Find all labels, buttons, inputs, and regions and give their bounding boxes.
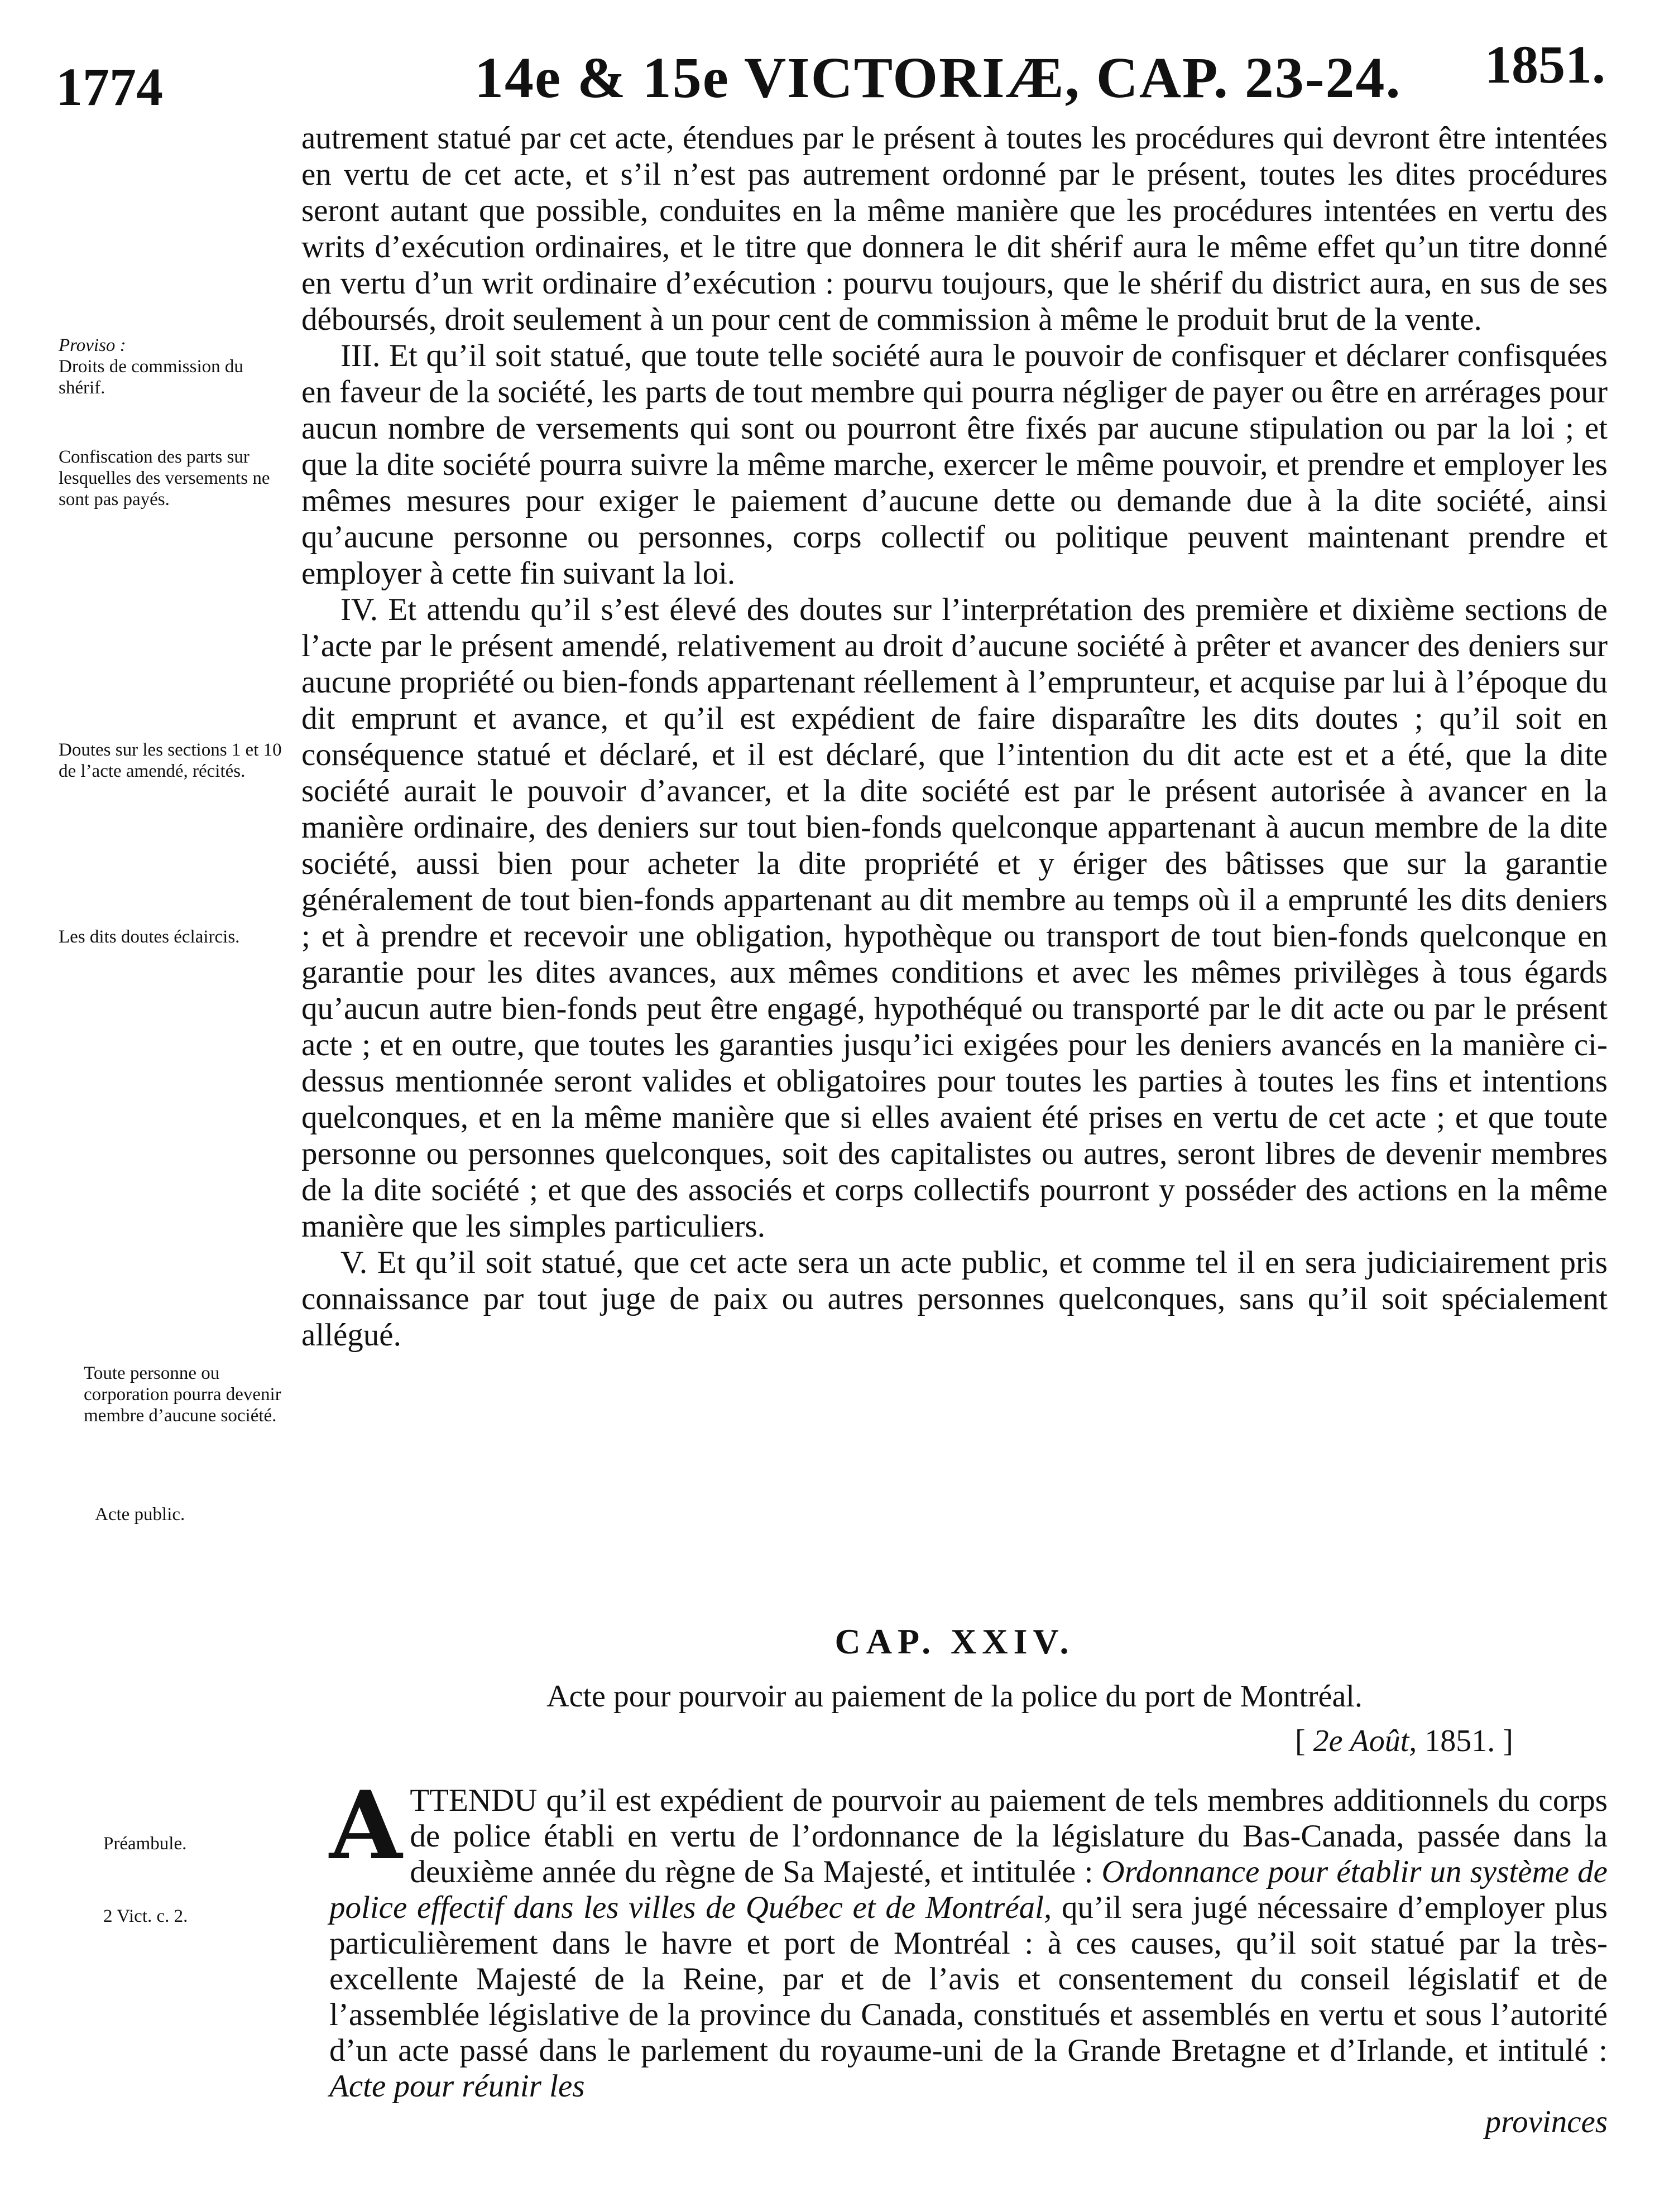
paragraph-section-5: V. Et qu’il soit statué, que cet acte sera un acte public, et comme tel il en sera judiciairement pris connaissance par tout juge de paix ou autres personnes quelconques, sans qu’il soit spécialement allégué.: [301, 1245, 1608, 1353]
header-title: 14e & 15e VICTORIÆ, CAP. 23-24.: [474, 46, 1402, 110]
paragraph-section-4: IV. Et attendu qu’il s’est élevé des doutes sur l’interprétation des première et dixième sections de l’acte par le présent amendé, relativement au droit d’aucune société à prêter et avancer des deniers sur aucune propriété ou bien-fonds appartenant réellement à l’emprunteur, et acquise par lui à l’époque du dit emprunt et avance, et qu’il est expédient de faire disparaître les dits doutes ; qu’il soit en conséquence statué et déclaré, et il est déclaré, que l’intention du dit acte est et a été, que la dite société aurait le pouvoir d’avancer, et la dite société est par le présent autorisée à avancer en la manière ordinaire, des deniers sur tout bien-fonds quelconque appartenant à aucun membre de la dite société, aussi bien pour acheter la dite propriété et y ériger des bâtisses que sur la garantie généralement de tout bien-fonds appartenant au dit membre au temps où il a emprunté les dits deniers ; et à prendre et recevoir une obligation, hypothèque ou transport de tout bien-fonds quelconque en garantie pour les dites avances, aux mêmes conditions et avec les mêmes privilèges à tous égards qu’aucun autre bien-fonds peut être engagé, hypothéqué ou transporté par le dit acte ou par le présent acte ; et en outre, que toutes les garanties jusqu’ici exigées pour les deniers avancés en la manière ci-dessus mentionnée seront valides et obligatoires pour toutes les parties à toutes les fins et intentions quelconques, et en la même manière que si elles avaient été prises en vertu de cet acte ; et que toute personne ou personnes quelconques, soit des capitalistes ou autres, seront libres de devenir membres de la dite société ; et que des associés et corps collectifs pourront y posséder des actions en la même manière que les simples particuliers.: [301, 592, 1608, 1244]
margin-note-doutes-eclaircis: Les dits doutes éclaircis.: [59, 927, 240, 947]
date-bracket-open: [: [1295, 1724, 1313, 1758]
margin-note-toute-personne: Toute personne ou corporation pourra devenir membre d’aucune société.: [84, 1363, 281, 1426]
margin-note-proviso: [59, 335, 282, 398]
margin-note-acte-public: Acte public.: [95, 1504, 185, 1525]
margin-note-2-vict: 2 Vict. c. 2.: [103, 1906, 188, 1926]
running-header: [0, 33, 1674, 117]
preamble-paragraph: [329, 1770, 1608, 2140]
paragraph-continuation: autrement statué par cet acte, étendues par le présent à toutes les procédures qui devront être intentées en vertu de cet acte, et s’il n’est pas autrement ordonné par le présent, toutes les dites procédures seront autant que possible, conduites en la même manière que les procédures intentées en vertu des writs d’exécution ordinaires, et le titre que donnera le dit shérif aura le même effet qu’un titre donné en vertu d’un writ ordinaire d’exécution : pourvu toujours, que le shérif du district aura, en sus de ses déboursés, droit seulement à un pour cent de commission à même le produit brut de la vente.: [301, 121, 1608, 337]
chapter-heading: CAP. XXIV.: [834, 1622, 1075, 1661]
catchword: provinces: [1485, 2104, 1608, 2139]
preamble-act-title: Acte pour réunir les: [329, 2069, 585, 2104]
date-year: 1851. ]: [1417, 1724, 1513, 1758]
margin-note-doutes: Doutes sur les sections 1 et 10 de l’acte amendé, récités.: [59, 740, 282, 781]
preamble-text-a: TTENDU qu’il est expédient de pourvoir au paiement de tels membres additionnels du corps de police établi en vertu de l’ordonnance de la législature du Bas-Canada, passée dans la deuxième année du règne de Sa Majesté, et intitulée :: [410, 1783, 1608, 1889]
preamble-ordinance-title: Ordonnance pour établir un système de police effectif dans les villes de Québec et de Montréal,: [329, 1854, 1608, 1925]
paragraph-section-3: III. Et qu’il soit statué, que toute telle société aura le pouvoir de confisquer et déclarer confisquées en faveur de la société, les parts de tout membre qui pourra négliger de payer ou être en arrérages pour aucun nombre de versements qui sont ou pourront être fixés par aucune stipulation ou par la loi ; et que la dite société pourra suivre la même marche, exercer le même pouvoir, et prendre et employer les mêmes mesures pour exiger le paiement d’aucune dette ou demande due à la dite société, ainsi qu’aucune personne ou personnes, corps collectif ou politique peuvent maintenant prendre et employer à cette fin suivant la loi.: [301, 338, 1608, 591]
chapter-date: [1295, 1723, 1513, 1759]
chapter-title: Acte pour pourvoir au paiement de la police du port de Montréal.: [546, 1679, 1363, 1714]
body-text: [301, 120, 1608, 1353]
margin-note-preambule: Préambule.: [103, 1834, 187, 1854]
header-year: 1851.: [1485, 35, 1605, 94]
margin-note-proviso-text: Droits de commission du shérif.: [59, 357, 243, 398]
date-day: 2e Août,: [1313, 1724, 1417, 1758]
page-number: 1774: [56, 57, 163, 117]
margin-note-proviso-title: Proviso :: [59, 335, 126, 355]
margin-note-confiscation: Confiscation des parts sur lesquelles des versements ne sont pas payés.: [59, 447, 270, 509]
preamble-text-b: qu’il sera jugé nécessaire d’employer plus particulièrement dans le havre et port de Montréal : à ces causes, qu’il soit statué par la très-excellente Majesté de la Reine, par et de l’avis et consentement du conseil législatif et de l’assemblée législative de la province du Canada, constitués et assemblés en vertu et sous l’autorité d’un acte passé dans le parlement du royaume-uni de la Grande Bretagne et d’Irlande, et intitulé :: [329, 1890, 1608, 2068]
drop-cap: A: [329, 1770, 402, 1881]
